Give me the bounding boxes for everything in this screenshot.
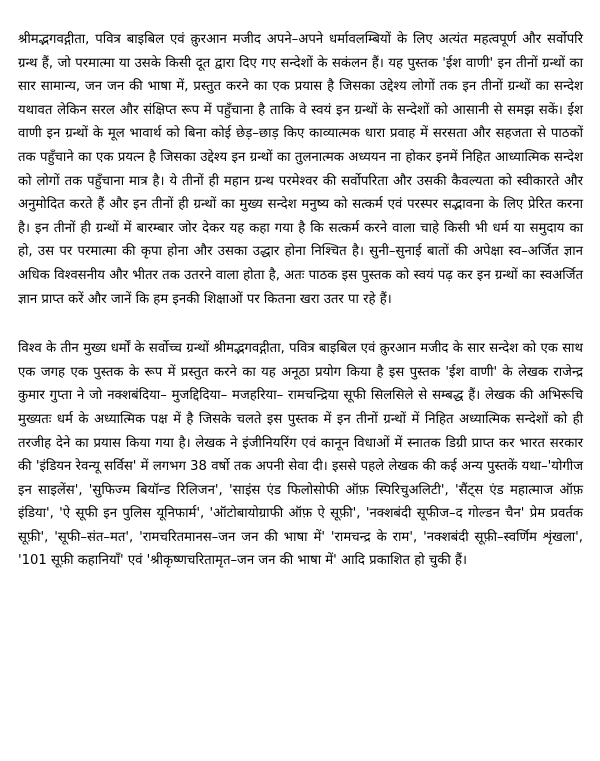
body-paragraph: विश्व के तीन मुख्य धर्मों के सर्वोच्च ग्रन्थों श्रीमद्भगवद्गीता, पवित्र बाइबिल एवं क़ुरआन मजीद के सार सन्देश को एक साथ एक जगह एक पुस्तक के रूप में प्रस्तुत करने का यह अनूठा प्रयोग किया है इस पुस्तक 'ईश वाणी' के लेखक राजेन्द्र कुमार गुप्ता ने जो नक्शबंदिया– मुजद्दिदिया– मजहरिया– रामचन्द्रिया सूफी सिलसिले से सम्बद्ध हैं। लेखक की अभिरूचि मुख्यतः धर्म के अध्यात्मिक पक्ष में है जिसके चलते इस पुस्तक में इन तीनों ग्रन्थों में निहित अध्यात्मिक सन्देशों को ही तरजीह देने का प्रयास किया गया है। लेखक ने इंजीनियरिंग एवं कानून विधाओं में स्नातक डिग्री प्राप्त कर भारत सरकार की 'इंडियन रेवन्यू सर्विस' में लगभग 38 वर्षो तक अपनी सेवा दी। इससे पहले लेखक की कई अन्य पुस्तकें यथा–'योगीज इन साइलेंस', 'सुफिज्म बियॉन्ड रिलिजन', 'साइंस एंड फिलोसोफी ऑफ़ स्पिरिचुअलिटी', 'सैंट्स एंड महात्माज ऑफ़ इंडिया', 'ऐ सूफी इन पुलिस यूनिफार्म', 'ऑटोबायोग्राफी ऑफ़ ऐ सूफ़ी', 'नक्शबंदी सूफीज–द गोल्डन चैन' प्रेम प्रवर्तक सूफ़ी', 'सूफी–संत–मत', 'रामचरितमानस–जन जन की भाषा में' 'रामचन्द्र के राम', 'नक्शबंदी सूफ़ी–स्वर्णिम शृंखला', '101 सूफ़ी कहानियाँ' एवं 'श्रीकृष्णचरितामृत–जन जन की भाषा में' आदि प्रकाशित हो चुकी हैं।	[18, 341, 583, 569]
body-paragraph: श्रीमद्भगवद्गीता, पवित्र बाइबिल एवं क़ुरआन मजीद अपने–अपने धर्मावलम्बियों के लिए अत्यंत महत्वपूर्ण और सर्वोपरि ग्रन्थ हैं, जो परमात्मा या उसके किसी दूत द्वारा दिए गए सन्देशों के सकंलन हैं। यह पुस्तक 'ईश वाणी' इन तीनों ग्रन्थों का सार सामान्य, जन जन की भाषा में, प्रस्तुत करने का एक प्रयास है जिसका उद्देश्य लोगों तक इन तीनों ग्रन्थों का सन्देश यथावत लेकिन सरल और संक्षिप्त रूप में पहुँचाना है ताकि वे स्वयं इन ग्रन्थों के सन्देशों को आसानी से समझ सकें। ईश वाणी इन ग्रन्थों के मूल भावार्थ को बिना कोई छेड़–छाड़ किए काव्यात्मक धारा प्रवाह में सरसता और सहजता से पाठकों तक पहुँचाने का एक प्रयत्न है जिसका उद्देश्य इन ग्रन्थों का तुलनात्मक अध्ययन ना होकर इनमें निहित आध्यात्मिक सन्देश को लोगों तक पहुँचाना मात्र है। ये तीनों ही महान ग्रन्थ परमेश्वर की सर्वोपरिता और उसकी कैवल्यता को स्वीकारते और अनुमोदित करते हैं और इन तीनों ही ग्रन्थों का मुख्य सन्देश मनुष्य को सत्कर्म एवं परस्पर सद्भावना के लिए प्रेरित करना है। इन तीनों ही ग्रन्थों में बारम्बार जोर देकर यह कहा गया है कि सत्कर्म करने वाला चाहे किसी भी धर्म या समुदाय का हो, उस पर परमात्मा की कृपा होना और उसका उद्धार होना निश्चित है। सुनी–सुनाई बातों की अपेक्षा स्व–अर्जित ज्ञान अधिक विश्वसनीय और भीतर तक उतरने वाला होता है, अतः पाठक इस पुस्तक को स्वयं पढ़ कर इन ग्रन्थों का स्वअर्जित ज्ञान प्राप्त करें और जानें कि हम इनकी शिक्षाओं पर कितना खरा उतर पा रहे हैं।	[18, 32, 583, 307]
